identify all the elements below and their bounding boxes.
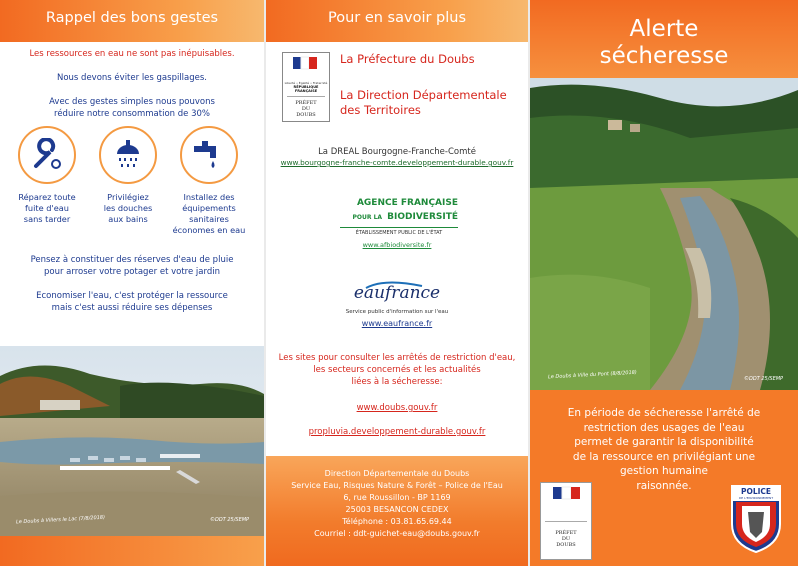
- contact-line-4: 25003 BESANCON CEDEX: [345, 505, 449, 514]
- sites-text-b: les secteurs concernés et les actualités: [313, 365, 481, 375]
- middle-header-title: Pour en savoir plus: [327, 10, 467, 26]
- sites-text-c: liées à la sécheresse:: [351, 377, 443, 387]
- afb-name-b: POUR LA: [352, 214, 383, 221]
- wrench-icon: [30, 138, 64, 172]
- rain-text-a: Pensez à constituer des réserves d'eau de pluie: [30, 255, 234, 265]
- ddt-label: La Direction Départementale des Territoires: [340, 88, 507, 117]
- alert-title: Alerte sécheresse: [599, 16, 729, 69]
- econ-text-b: mais c'est aussi réduire ses dépenses: [51, 303, 213, 313]
- tip-circle-2: [99, 126, 157, 184]
- contact-line-1: Direction Départementale du Doubs: [324, 469, 470, 478]
- lake-photo: [0, 346, 264, 536]
- river-photo-credit: ©DDT 25/SEMP: [744, 376, 784, 382]
- contact-line-3: 6, rue Roussillon - BP 1169: [343, 493, 451, 502]
- gestures-text-a: Avec des gestes simples nous pouvons: [49, 97, 215, 107]
- alert-body: En période de sécheresse l'arrêté de restriction des usages de l'eau permet de garantir la disponibilité de la ressource en privilégiant une gestion humaine raisonnée.: [567, 407, 761, 492]
- tip-label-1: Réparez toute fuite d'eau sans tarder: [18, 192, 76, 224]
- police-label-b: DE L'ENVIRONNEMENT: [738, 496, 774, 500]
- prefet-rf-motto: Liberté • Égalité • Fraternité: [284, 81, 328, 85]
- contact-band: [266, 456, 528, 566]
- left-header-band: [0, 0, 264, 42]
- contact-phone: Téléphone : 03.81.65.69.44: [342, 517, 452, 526]
- prefet-label: PRÉFET DU DOUBS: [295, 100, 317, 118]
- propluvia-link[interactable]: propluvia.developpement-durable.gouv.fr: [308, 427, 486, 437]
- prefet-label-bottom: PRÉFET DU DOUBS: [555, 530, 577, 548]
- sites-text-a: Les sites pour consulter les arrêtés de restriction d'eau,: [278, 353, 516, 363]
- contact-email[interactable]: Courriel : ddt-guichet-eau@doubs.gouv.fr: [314, 529, 480, 538]
- doubs-link[interactable]: www.doubs.gouv.fr: [356, 403, 438, 413]
- resources-text: Les ressources en eau ne sont pas inépuisables.: [29, 49, 235, 59]
- left-header-title: Rappel des bons gestes: [45, 10, 219, 26]
- left-footer-band: [0, 536, 264, 566]
- afb-name-a: AGENCE FRANÇAISE: [356, 198, 458, 208]
- prefet-logo-bottom: [540, 482, 592, 560]
- prefet-rf-name: RÉPUBLIQUE FRANÇAISE: [293, 85, 319, 93]
- river-photo: [530, 78, 798, 390]
- contact-line-2: Service Eau, Risques Nature & Forêt – Police de l'Eau: [291, 481, 503, 490]
- police-logo: [730, 484, 782, 554]
- prefet-logo: [282, 52, 330, 122]
- afb-subtitle: ÉTABLISSEMENT PUBLIC DE L'ÉTAT: [355, 230, 443, 236]
- afb-link[interactable]: www.afbiodiversite.fr: [362, 241, 432, 249]
- rain-text-b: pour arroser votre potager et votre jardin: [44, 267, 220, 277]
- afb-logo: [340, 198, 458, 236]
- middle-panel: [266, 0, 528, 566]
- tip-label-2: Privilégiez les douches aux bains: [103, 192, 153, 224]
- econ-text-a: Economiser l'eau, c'est protéger la ressource: [36, 291, 228, 301]
- middle-header-band: [266, 0, 528, 42]
- tip-label-3: Installez des équipements sanitaires économes en eau: [172, 192, 246, 235]
- dreal-label: La DREAL Bourgogne-Franche-Comté: [318, 147, 476, 157]
- tip-circle-1: [18, 126, 76, 184]
- left-panel: [0, 0, 264, 566]
- afb-name-c: BIODIVERSITÉ: [387, 212, 458, 222]
- right-panel: [530, 0, 798, 566]
- prefecture-label: La Préfecture du Doubs: [340, 52, 475, 66]
- lake-photo-caption: Le Doubs à Villers le Lac (7/8/2018): [15, 514, 106, 526]
- river-photo-caption: Le Doubs à Ville du Pont (8/8/2018): [547, 369, 637, 381]
- waste-text: Nous devons éviter les gaspillages.: [56, 73, 208, 83]
- marianne-flag-icon: [283, 53, 329, 77]
- eaufrance-subtitle: Service public d'information sur l'eau: [345, 309, 449, 315]
- police-label-a: POLICE: [740, 487, 772, 496]
- eaufrance-logo: eaufrance: [353, 283, 441, 303]
- dreal-link[interactable]: www.bourgogne-franche-comte.developpement-durable.gouv.fr: [280, 158, 514, 167]
- eaufrance-link[interactable]: www.eaufrance.fr: [361, 319, 433, 328]
- lake-photo-credit: ©DDT 25/SEMP: [210, 517, 250, 523]
- marianne-flag-icon-bottom: [541, 483, 591, 507]
- shower-icon: [111, 138, 145, 172]
- faucet-icon: [192, 138, 226, 172]
- gestures-text-b: réduire notre consommation de 30%: [54, 109, 210, 119]
- tip-circle-3: [180, 126, 238, 184]
